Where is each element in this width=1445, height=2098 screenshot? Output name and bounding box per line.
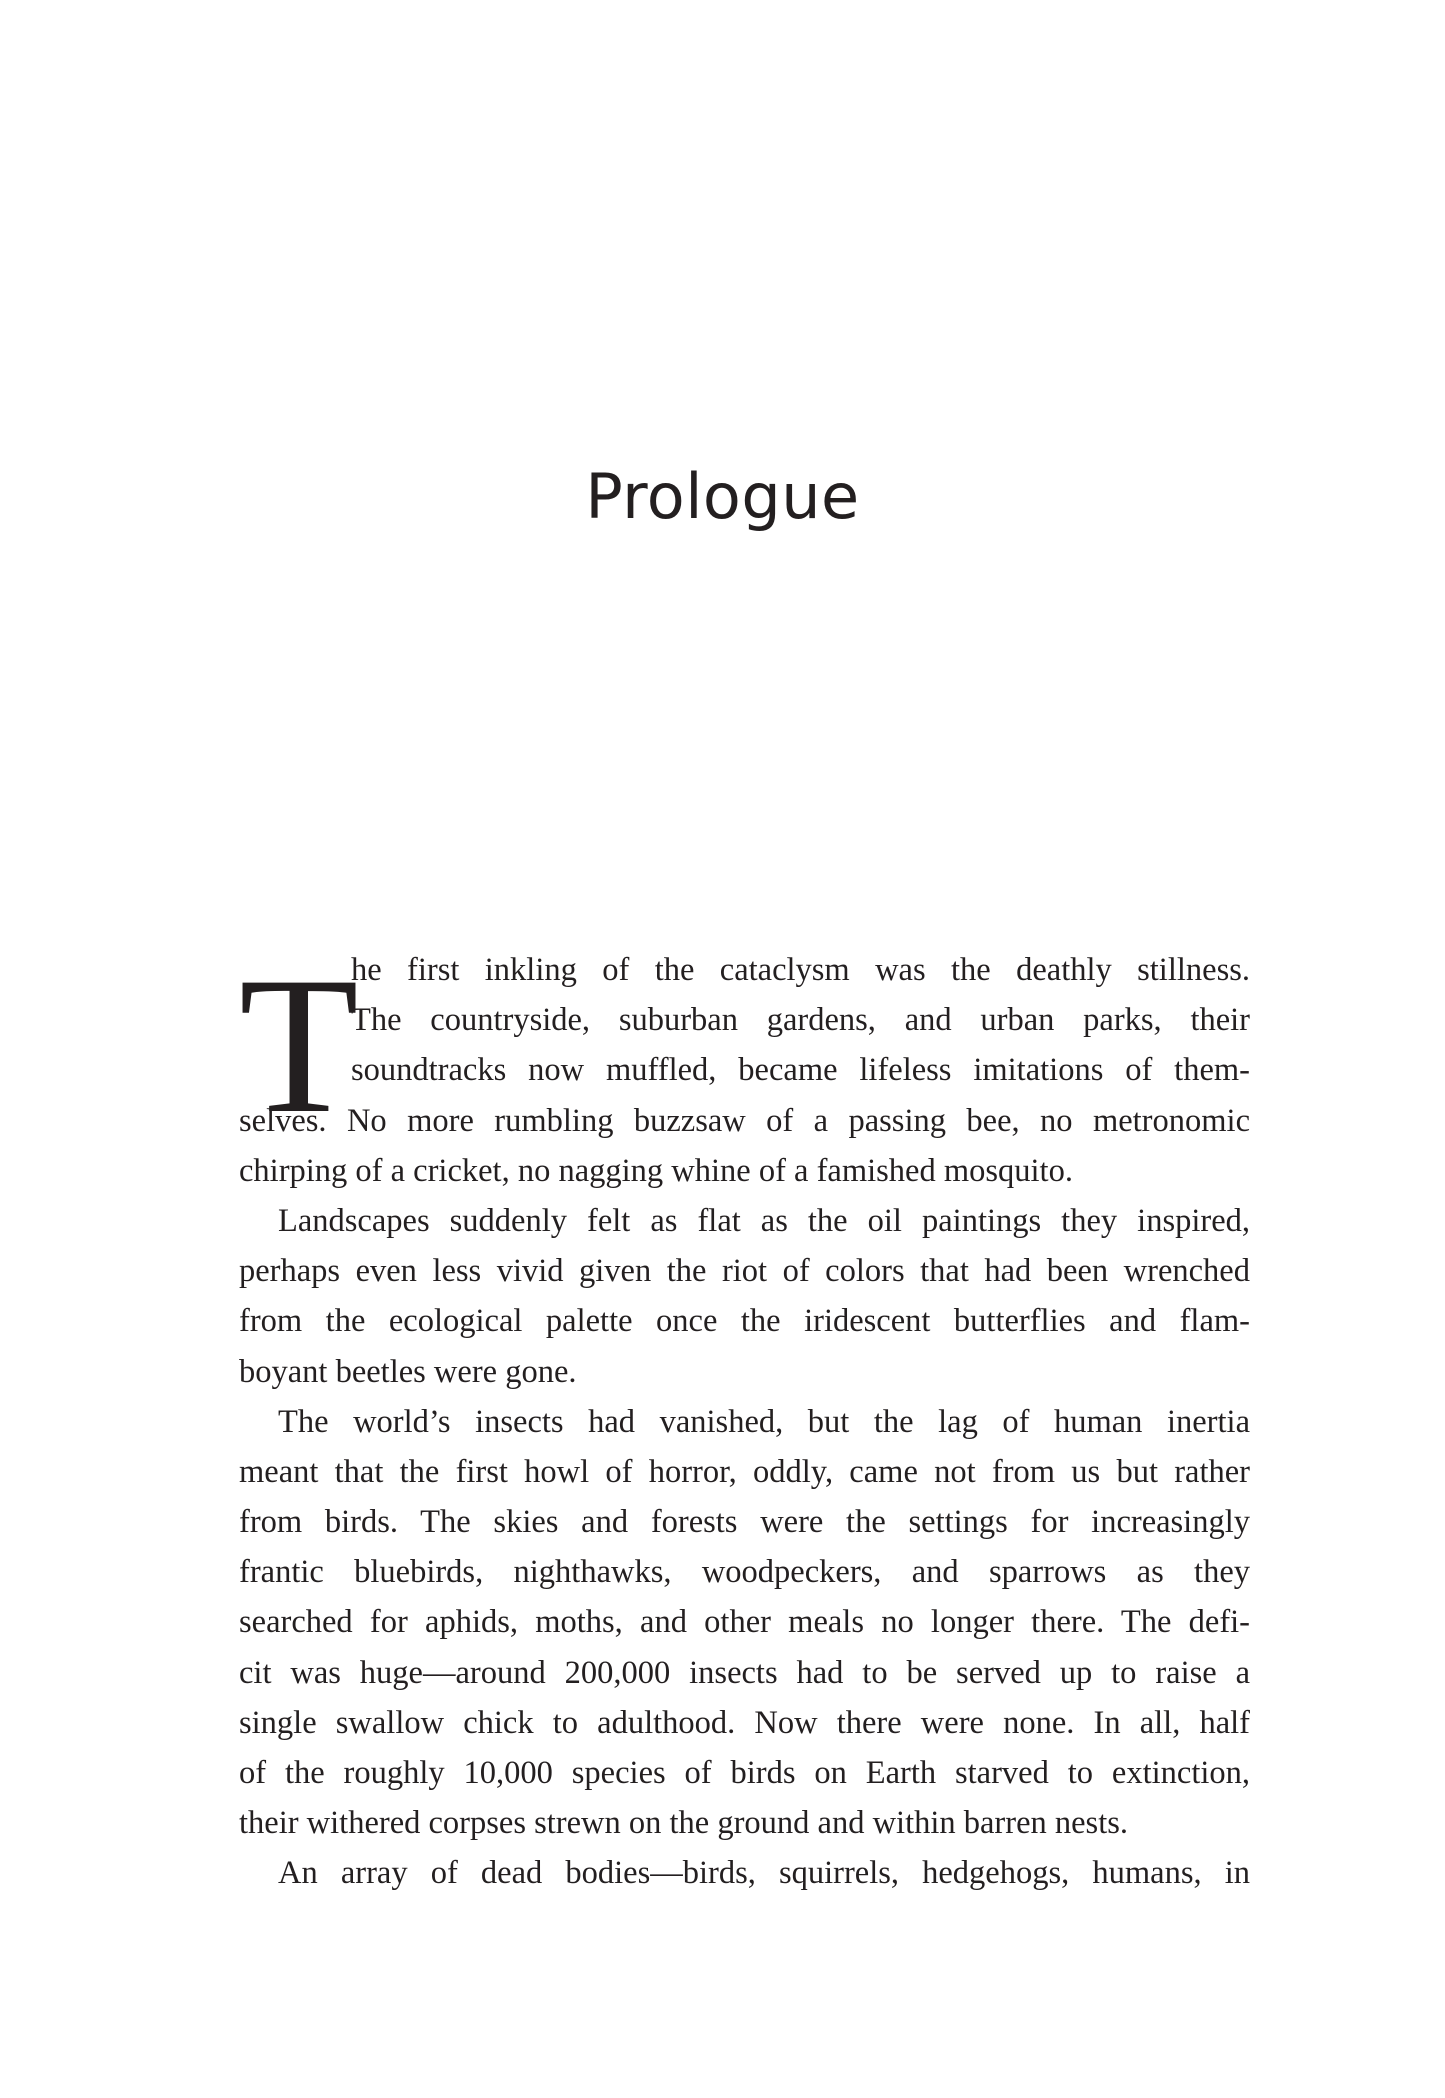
text-line: Landscapes suddenly felt as flat as the oil paintings they inspired, xyxy=(278,1202,1250,1239)
text-line: boyant beetles were gone. xyxy=(239,1353,577,1390)
body-text xyxy=(239,937,1250,1899)
text-line: meant that the first howl of horror, oddly, came not from us but rather xyxy=(239,1453,1250,1490)
paragraph-3 xyxy=(239,1397,1250,1849)
text-line: perhaps even less vivid given the riot of colors that had been wrenched xyxy=(239,1253,1250,1290)
drop-cap-letter: T xyxy=(239,937,359,1154)
paragraph-2 xyxy=(239,1196,1250,1397)
text-line: of the roughly 10,000 species of birds on Earth starved to extinction, xyxy=(239,1755,1250,1791)
text-line: searched for aphids, moths, and other meals no longer there. The defi- xyxy=(239,1604,1250,1641)
text-line: cit was huge—around 200,000 insects had to be served up to raise a xyxy=(239,1654,1250,1691)
text-line: single swallow chick to adulthood. Now there were none. In all, half xyxy=(239,1704,1250,1741)
text-line: from the ecological palette once the iridescent butterflies and flam- xyxy=(239,1303,1250,1340)
text-line: The world’s insects had vanished, but the lag of human inertia xyxy=(278,1403,1250,1440)
paragraph-4 xyxy=(239,1848,1250,1898)
text-line: their withered corpses strewn on the ground and within barren nests. xyxy=(239,1805,1129,1842)
text-line: An array of dead bodies—birds, squirrels, hedgehogs, humans, in xyxy=(278,1855,1250,1892)
paragraph-1 xyxy=(239,937,1250,1196)
text-line: he first inkling of the cataclysm was the deathly stillness. xyxy=(351,952,1250,988)
text-line: The countryside, suburban gardens, and urban parks, their xyxy=(351,1002,1250,1039)
text-line: selves. No more rumbling buzzsaw of a passing bee, no metronomic xyxy=(239,1102,1250,1139)
text-line: from birds. The skies and forests were the settings for increasingly xyxy=(239,1504,1250,1541)
text-line: chirping of a cricket, no nagging whine of a famished mosquito. xyxy=(239,1152,1073,1189)
text-line: soundtracks now muffled, became lifeless imitations of them- xyxy=(351,1052,1250,1089)
text-line: frantic bluebirds, nighthawks, woodpeckers, and sparrows as they xyxy=(239,1554,1250,1591)
chapter-title: Prologue xyxy=(585,460,860,533)
